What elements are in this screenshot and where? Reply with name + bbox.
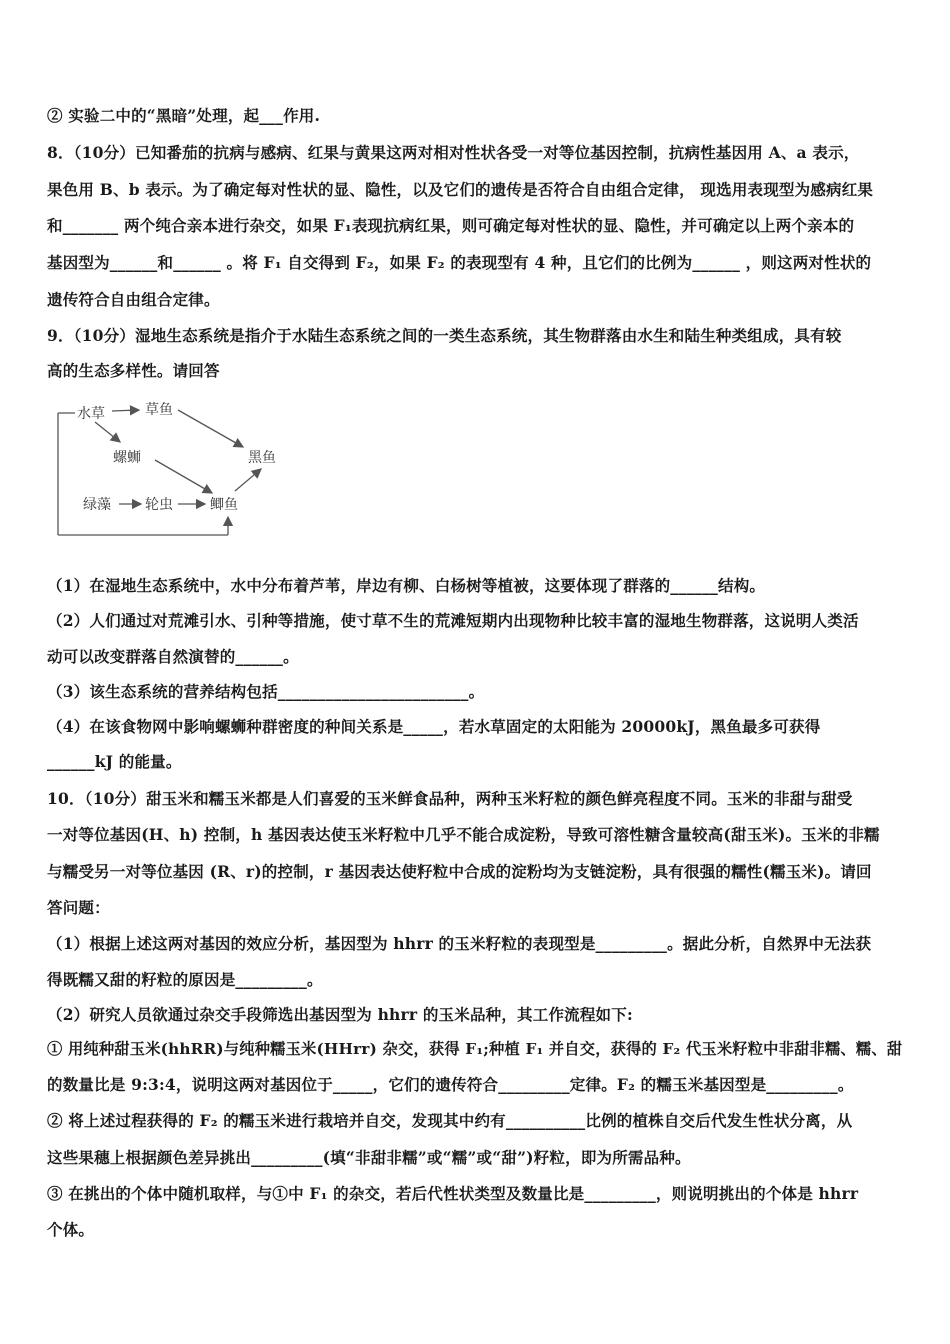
food-web-diagram bbox=[55, 395, 295, 540]
edge bbox=[155, 460, 212, 493]
question-10-line: 10．（10分）甜玉米和糯玉米都是人们喜爱的玉米鲜食品种，两种玉米籽粒的颜色鲜亮程度不同。玉米的非甜与甜受 bbox=[47, 789, 853, 808]
text-line: ① 用纯种甜玉米(hhRR)与纯种糯玉米(HHrr) 杂交，获得 F₁;种植 F₁ 并自交，获得的 F₂ 代玉米籽粒中非甜非糯、糯、甜 bbox=[47, 1040, 903, 1058]
edge bbox=[112, 410, 139, 411]
edge bbox=[95, 422, 120, 442]
node-shuicao: 水草 bbox=[77, 406, 105, 422]
text-line: 果色用 B、b 表示。为了确定每对性状的显、隐性，以及它们的遗传是否符合自由组合定律， 现选用表现型为感病红果 bbox=[47, 180, 874, 199]
text-line: （4）在该食物网中影响螺蛳种群密度的种间关系是_____，若水草固定的太阳能为 20000kJ，黑鱼最多可获得 bbox=[47, 717, 821, 736]
node-lvzao: 绿藻 bbox=[83, 497, 111, 513]
text-line: ______kJ 的能量。 bbox=[47, 752, 182, 771]
question-8-line: 8．（10分）已知番茄的抗病与感病、红果与黄果这两对相对性状各受一对等位基因控制，抗病性基因用 A、a 表示， bbox=[47, 143, 860, 162]
node-heiyu: 黑鱼 bbox=[248, 450, 276, 466]
node-luosi: 螺蛳 bbox=[113, 450, 141, 466]
text-line: 的数量比是 9:3:4，说明这两对基因位于_____，它们的遗传符合_________定律。F₂ 的糯玉米基因型是_________。 bbox=[47, 1075, 854, 1094]
text-line: （1）根据上述这两对基因的效应分析，基因型为 hhrr 的玉米籽粒的表现型是_________。据此分析，自然界中无法获 bbox=[47, 934, 872, 953]
text-line: 动可以改变群落自然演替的______。 bbox=[47, 647, 299, 666]
text-line: （1）在湿地生态系统中，水中分布着芦苇，岸边有柳、白杨树等植被，这要体现了群落的______结构。 bbox=[47, 576, 766, 595]
text-line: （3）该生态系统的营养结构包括________________________。 bbox=[47, 682, 485, 701]
text-line: 和_______ 两个纯合亲本进行杂交，如果 F₁表现抗病红果，则可确定每对性状的显、隐性，并可确定以上两个亲本的 bbox=[47, 216, 855, 235]
text-line: 与糯受另一对等位基因 (R、r)的控制，r 基因表达使籽粒中合成的淀粉均为支链淀粉，具有很强的糯性(糯玉米)。请回 bbox=[47, 862, 872, 881]
text-line: （2）研究人员欲通过杂交手段筛选出基因型为 hhrr 的玉米品种，其工作流程如下: bbox=[47, 1005, 633, 1024]
node-lunchong: 轮虫 bbox=[145, 497, 173, 513]
text-line: 这些果穗上根据颜色差异挑出_________(填“非甜非糯”或“糯”或“甜”)籽粒，即为所需品种。 bbox=[47, 1148, 691, 1167]
text-line: 基因型为______和______ 。将 F₁ 自交得到 F₂，如果 F₂ 的表现型有 4 种，且它们的比例为______ ，则这两对性状的 bbox=[47, 253, 872, 272]
edge bbox=[235, 469, 261, 491]
text-line: ③ 在挑出的个体中随机取样，与①中 F₁ 的杂交，若后代性状类型及数量比是_________，则说明挑出的个体是 hhrr bbox=[47, 1184, 859, 1203]
text-line: （2）人们通过对荒滩引水、引种等措施，使寸草不生的荒滩短期内出现物种比较丰富的湿地生物群落，这说明人类活 bbox=[47, 611, 859, 630]
node-caoyu: 草鱼 bbox=[145, 402, 173, 418]
text-line: 一对等位基因(H、h) 控制，h 基因表达使玉米籽粒中几乎不能合成淀粉，导致可溶性糖含量较高(甜玉米)。玉米的非糯 bbox=[47, 825, 880, 844]
text-line: 遗传符合自由组合定律。 bbox=[47, 290, 220, 309]
text-line: ② 将上述过程获得的 F₂ 的糯玉米进行栽培并自交，发现其中约有__________比例的植株自交后代发生性状分离，从 bbox=[47, 1111, 853, 1130]
node-jiyu: 鲫鱼 bbox=[210, 497, 238, 513]
text-line: 高的生态多样性。请回答 bbox=[47, 361, 220, 380]
question-9-line: 9．（10分）湿地生态系统是指介于水陆生态系统之间的一类生态系统，其生物群落由水生和陆生种类组成，具有较 bbox=[47, 326, 842, 345]
text-line: 个体。 bbox=[47, 1220, 95, 1239]
edge bbox=[178, 410, 243, 447]
text-line: 得既糯又甜的籽粒的原因是_________。 bbox=[47, 970, 323, 989]
text-line: ② 实验二中的“黑暗”处理，起___作用. bbox=[47, 106, 321, 125]
text-line: 答问题： bbox=[47, 898, 110, 917]
